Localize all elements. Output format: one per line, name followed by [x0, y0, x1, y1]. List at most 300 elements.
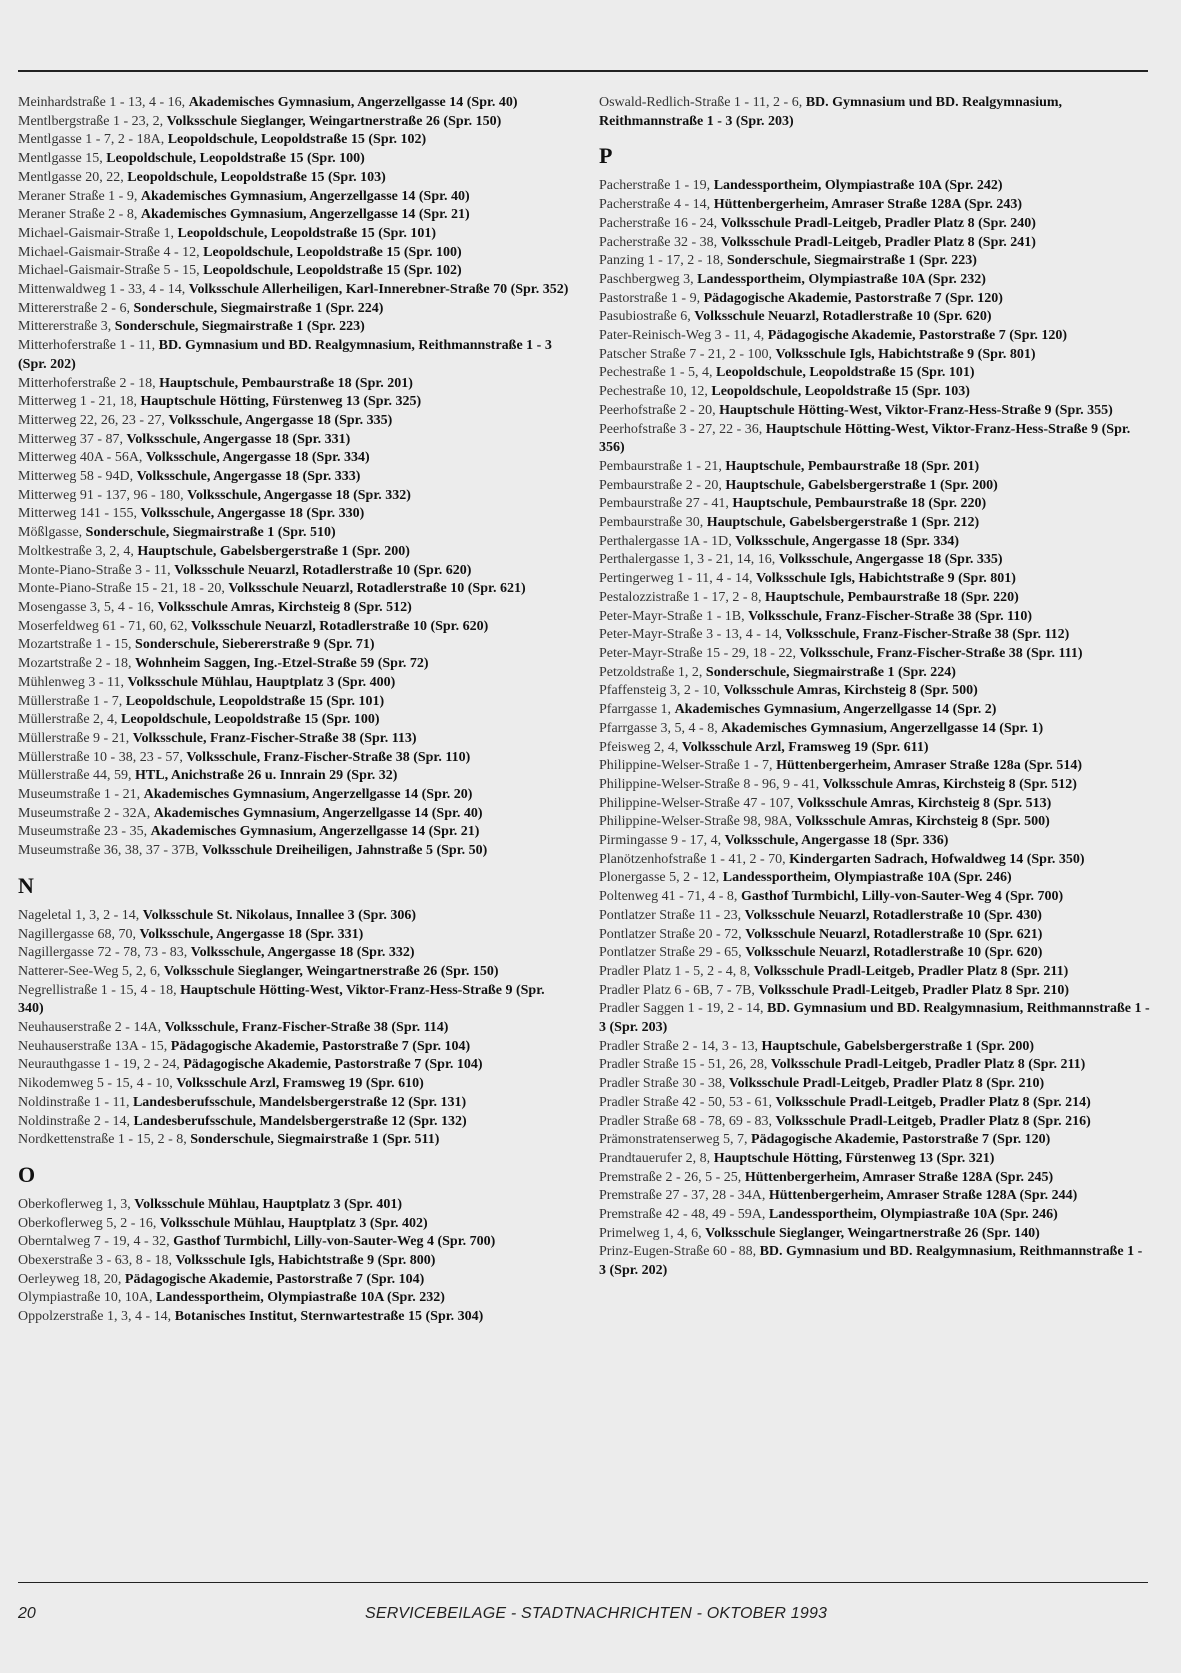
street-entry [599, 1150, 1151, 1169]
street-range: Patscher Straße 7 - 21, 2 - 100, [599, 346, 776, 362]
street-entry [18, 730, 570, 749]
school-assignment: Volksschule, Angergasse 18 (Spr. 331) [126, 431, 351, 447]
school-assignment: Akademisches Gymnasium, Angerzellgasse 14 (Spr. 1) [721, 720, 1044, 736]
school-assignment: Volksschule, Angergasse 18 (Spr. 335) [778, 552, 1003, 568]
street-entry [599, 252, 1151, 271]
section-letter: P [599, 143, 613, 169]
school-assignment: Volksschule Igls, Habichtstraße 9 (Spr. 800) [175, 1253, 436, 1269]
school-assignment: Volksschule Sieglanger, Weingartnerstraße 26 (Spr. 150) [166, 113, 502, 129]
street-range: Oswald-Redlich-Straße 1 - 11, 2 - 6, [599, 95, 806, 110]
school-assignment: Volksschule Dreiheiligen, Jahnstraße 5 (Spr. 50) [201, 843, 488, 859]
school-assignment: BD. Gymnasium und BD. Realgymnasium, Reithmannstraße 1 - 3 (Spr. 203) [599, 1001, 1150, 1036]
school-assignment: Akademisches Gymnasium, Angerzellgasse 14 (Spr. 21) [140, 207, 470, 223]
street-range: Premstraße 42 - 48, 49 - 59A, [599, 1207, 769, 1223]
street-entry [18, 1113, 570, 1132]
school-assignment: Sonderschule, Siegmairstraße 1 (Spr. 511) [190, 1132, 440, 1148]
school-assignment: Leopoldschule, Leopoldstraße 15 (Spr. 100) [121, 712, 380, 728]
street-range: Neuhauserstraße 13A - 15, [18, 1038, 171, 1054]
street-range: Müllerstraße 10 - 38, 23 - 57, [18, 749, 187, 765]
street-entry [18, 487, 570, 506]
street-range: Prinz-Eugen-Straße 60 - 88, [599, 1244, 760, 1260]
street-entry [18, 412, 570, 431]
street-entry [18, 1196, 570, 1215]
street-entry [599, 177, 1151, 196]
school-assignment: Volksschule Mühlau, Hauptplatz 3 (Spr. 402) [159, 1215, 428, 1231]
street-entry [18, 823, 570, 842]
school-assignment: Volksschule Neuarzl, Rotadlerstraße 10 (Spr. 620) [174, 562, 472, 578]
school-assignment: Volksschule, Angergasse 18 (Spr. 335) [168, 412, 393, 428]
street-range: Müllerstraße 2, 4, [18, 712, 122, 728]
street-entry [18, 926, 570, 945]
school-assignment: Pädagogische Akademie, Pastorstraße 7 (Spr. 104) [170, 1038, 471, 1054]
street-entry [599, 234, 1151, 253]
street-entry [599, 1056, 1151, 1075]
school-assignment: Sonderschule, Siegmairstraße 1 (Spr. 223) [726, 253, 977, 269]
street-entry [18, 1038, 570, 1057]
street-range: Prämonstratenserweg 5, 7, [599, 1132, 752, 1148]
street-entry [18, 281, 570, 300]
school-assignment: Akademisches Gymnasium, Angerzellgasse 14 (Spr. 2) [674, 702, 997, 718]
street-range: Oberkoflerweg 1, 3, [18, 1196, 135, 1212]
street-range: Nagillergasse 72 - 78, 73 - 83, [18, 945, 191, 961]
street-entry [18, 505, 570, 524]
street-entry [599, 383, 1151, 402]
school-assignment: Volksschule, Franz-Fischer-Straße 38 (Spr. 113) [132, 730, 417, 746]
street-range: Natterer-See-Weg 5, 2, 6, [18, 963, 164, 979]
page-number: 20 [18, 1605, 36, 1622]
street-entry [18, 468, 570, 487]
street-range: Pechestraße 1 - 5, 4, [599, 365, 717, 381]
street-range: Pontlatzer Straße 11 - 23, [599, 907, 745, 923]
street-entry [599, 458, 1151, 477]
street-entry [599, 514, 1151, 533]
school-assignment: Akademisches Gymnasium, Angerzellgasse 14 (Spr. 21) [150, 824, 480, 840]
street-range: Müllerstraße 9 - 21, [18, 730, 133, 746]
street-range: Michael-Gaismair-Straße 1, [18, 225, 178, 241]
street-entry [18, 1252, 570, 1271]
school-assignment: Landesberufsschule, Mandelsbergerstraße 12 (Spr. 132) [133, 1113, 467, 1129]
school-assignment: Pädagogische Akademie, Pastorstraße 7 (Spr. 104) [183, 1057, 483, 1073]
street-range: Nagillergasse 68, 70, [18, 926, 140, 942]
street-entry [18, 982, 570, 1019]
street-range: Pradler Saggen 1 - 19, 2 - 14, [599, 1001, 767, 1017]
street-entry [18, 842, 570, 861]
street-range: Mozartstraße 1 - 15, [18, 637, 136, 653]
street-range: Moltkestraße 3, 2, 4, [18, 543, 138, 559]
street-entry [599, 271, 1151, 290]
street-range: Paschbergweg 3, [599, 271, 698, 287]
school-assignment: Landessportheim, Olympiastraße 10A (Spr. 246) [768, 1207, 1058, 1223]
street-range: Museumstraße 2 - 32A, [18, 805, 154, 821]
street-entry [18, 337, 570, 374]
street-range: Pirmingasse 9 - 17, 4, [599, 833, 725, 849]
street-entry [18, 1233, 570, 1252]
school-assignment: Volksschule, Franz-Fischer-Straße 38 (Spr. 110) [186, 749, 471, 765]
street-range: Mitterweg 40A - 56A, [18, 450, 146, 466]
street-entry [18, 907, 570, 926]
school-assignment: Volksschule Neuarzl, Rotadlerstraße 10 (Spr. 620) [694, 309, 992, 325]
street-entry [599, 402, 1151, 421]
street-entry [18, 655, 570, 674]
street-entry [599, 196, 1151, 215]
school-assignment: Volksschule Allerheiligen, Karl-Innerebner-Straße 70 (Spr. 352) [188, 282, 569, 298]
street-range: Noldinstraße 1 - 11, [18, 1094, 133, 1110]
street-entry [18, 244, 570, 263]
school-assignment: Volksschule Mühlau, Hauptplatz 3 (Spr. 400) [127, 674, 396, 690]
school-assignment: Akademisches Gymnasium, Angerzellgasse 14 (Spr. 20) [143, 787, 473, 803]
street-range: Poltenweg 41 - 71, 4 - 8, [599, 889, 741, 905]
street-entry [599, 551, 1151, 570]
school-assignment: Gasthof Turmbichl, Lilly-von-Sauter-Weg 4 (Spr. 700) [173, 1234, 496, 1250]
street-entry [599, 570, 1151, 589]
street-range: Mitterweg 141 - 155, [18, 506, 141, 522]
street-entry [599, 1000, 1151, 1037]
street-entry [599, 1113, 1151, 1132]
street-entry [599, 682, 1151, 701]
school-assignment: Volksschule Arzl, Framsweg 19 (Spr. 611) [681, 739, 929, 755]
street-range: Noldinstraße 2 - 14, [18, 1113, 134, 1129]
street-entry [18, 1056, 570, 1075]
street-range: Mosengasse 3, 5, 4 - 16, [18, 599, 158, 615]
school-assignment: Hauptschule, Pembaurstraße 18 (Spr. 201) [159, 375, 413, 391]
street-range: Pradler Straße 30 - 38, [599, 1076, 729, 1092]
school-assignment: Leopoldschule, Leopoldstraße 15 (Spr. 101) [177, 225, 437, 241]
street-entry [599, 608, 1151, 627]
street-range: Neuhauserstraße 2 - 14A, [18, 1020, 165, 1036]
street-range: Michael-Gaismair-Straße 4 - 12, [18, 244, 204, 260]
street-range: Pacherstraße 1 - 19, [599, 178, 714, 194]
school-assignment: HTL, Anichstraße 26 u. Innrain 29 (Spr. 32) [135, 768, 398, 784]
street-entry [599, 869, 1151, 888]
street-entry [599, 626, 1151, 645]
school-assignment: BD. Gymnasium und BD. Realgymnasium, Reithmannstraße 1 - 3 (Spr. 202) [599, 1244, 1143, 1279]
street-range: Mittenwaldweg 1 - 33, 4 - 14, [18, 282, 189, 298]
street-entry [18, 749, 570, 768]
street-entry [599, 1187, 1151, 1206]
street-entry [18, 131, 570, 150]
street-entry [18, 805, 570, 824]
street-range: Pfaffensteig 3, 2 - 10, [599, 683, 724, 699]
street-range: Premstraße 27 - 37, 28 - 34A, [599, 1188, 769, 1204]
street-entry [18, 150, 570, 169]
section-letter: O [18, 1161, 36, 1187]
school-assignment: Volksschule Sieglanger, Weingartnerstraße 26 (Spr. 150) [163, 963, 499, 979]
school-assignment: Sonderschule, Siegmairstraße 1 (Spr. 510) [85, 525, 336, 541]
street-range: Mitterweg 22, 26, 23 - 27, [18, 412, 169, 428]
street-entry [599, 94, 1151, 131]
street-range: Peter-Mayr-Straße 3 - 13, 4 - 14, [599, 627, 786, 643]
school-assignment: Volksschule, Angergasse 18 (Spr. 334) [145, 450, 370, 466]
street-entry [599, 720, 1151, 739]
school-assignment: Landessportheim, Olympiastraße 10A (Spr. 242) [713, 178, 1003, 194]
street-entry [18, 188, 570, 207]
street-range: Pacherstraße 32 - 38, [599, 234, 721, 250]
street-range: Pembaurstraße 30, [599, 515, 707, 531]
school-assignment: Hüttenbergerheim, Amraser Straße 128a (Spr. 514) [776, 758, 1083, 774]
street-range: Pradler Straße 2 - 14, 3 - 13, [599, 1038, 762, 1054]
street-entry [18, 693, 570, 712]
school-assignment: Leopoldschule, Leopoldstraße 15 (Spr. 100) [203, 244, 462, 260]
street-entry [599, 757, 1151, 776]
school-assignment: Sonderschule, Siebererstraße 9 (Spr. 71) [135, 637, 375, 653]
street-range: Mozartstraße 2 - 18, [18, 656, 136, 672]
street-range: Pfeisweg 2, 4, [599, 739, 682, 755]
school-assignment: Volksschule, Angergasse 18 (Spr. 333) [136, 469, 361, 485]
street-entry [599, 346, 1151, 365]
street-entry [18, 206, 570, 225]
street-range: Mitterhoferstraße 2 - 18, [18, 375, 160, 391]
street-entry [599, 1094, 1151, 1113]
school-assignment: Volksschule Arzl, Framsweg 19 (Spr. 610) [176, 1076, 424, 1092]
street-entry [18, 1271, 570, 1290]
street-entry [18, 225, 570, 244]
school-assignment: Volksschule Amras, Kirchsteig 8 (Spr. 512) [157, 599, 412, 615]
school-assignment: Hauptschule Hötting-West, Viktor-Franz-Hess-Straße 9 (Spr. 340) [18, 982, 545, 1017]
street-range: Pastorstraße 1 - 9, [599, 290, 704, 306]
school-assignment: Leopoldschule, Leopoldstraße 15 (Spr. 103) [711, 384, 970, 400]
street-range: Pfarrgasse 1, [599, 702, 675, 718]
street-entry [18, 580, 570, 599]
school-assignment: Volksschule, Franz-Fischer-Straße 38 (Spr. 112) [785, 627, 1070, 643]
street-entry [599, 982, 1151, 1001]
street-range: Pradler Straße 42 - 50, 53 - 61, [599, 1094, 776, 1110]
street-range: Negrellistraße 1 - 15, 4 - 18, [18, 982, 181, 998]
street-range: Petzoldstraße 1, 2, [599, 664, 706, 680]
street-range: Mühlenweg 3 - 11, [18, 674, 128, 690]
street-entry [18, 543, 570, 562]
street-entry [599, 701, 1151, 720]
street-entry [18, 393, 570, 412]
street-range: Pertingerweg 1 - 11, 4 - 14, [599, 571, 756, 587]
school-assignment: Sonderschule, Siegmairstraße 1 (Spr. 223) [114, 319, 365, 335]
street-range: Mitterweg 37 - 87, [18, 431, 127, 447]
school-assignment: Hauptschule Hötting-West, Viktor-Franz-Hess-Straße 9 (Spr. 355) [719, 402, 1113, 418]
street-range: Oberntalweg 7 - 19, 4 - 32, [18, 1234, 174, 1250]
street-range: Mitterweg 1 - 21, 18, [18, 394, 141, 410]
street-entry [599, 776, 1151, 795]
school-assignment: Volksschule Igls, Habichtstraße 9 (Spr. 801) [775, 346, 1036, 362]
street-entry [18, 262, 570, 281]
street-entry [599, 327, 1151, 346]
school-assignment: Gasthof Turmbichl, Lilly-von-Sauter-Weg 4 (Spr. 700) [740, 889, 1064, 905]
street-range: Peerhofstraße 3 - 27, 22 - 36, [599, 421, 766, 437]
street-entry [18, 1075, 570, 1094]
school-assignment: Volksschule Amras, Kirchsteig 8 (Spr. 500) [723, 683, 978, 699]
street-range: Mittererstraße 3, [18, 319, 115, 335]
street-range: Michael-Gaismair-Straße 5 - 15, [18, 263, 204, 279]
school-assignment: Volksschule Neuarzl, Rotadlerstraße 10 (Spr. 430) [744, 907, 1042, 923]
street-range: Museumstraße 1 - 21, [18, 787, 144, 803]
street-entry [599, 215, 1151, 234]
street-entry [18, 1094, 570, 1113]
school-assignment: Volksschule Amras, Kirchsteig 8 (Spr. 513) [797, 795, 1052, 811]
school-assignment: Akademisches Gymnasium, Angerzellgasse 14 (Spr. 40) [188, 95, 518, 110]
school-assignment: Leopoldschule, Leopoldstraße 15 (Spr. 102) [203, 263, 462, 279]
right-column [599, 94, 1151, 1281]
school-assignment: Hauptschule Hötting-West, Viktor-Franz-Hess-Straße 9 (Spr. 356) [599, 421, 1131, 456]
school-assignment: Leopoldschule, Leopoldstraße 15 (Spr. 103) [127, 169, 386, 185]
street-entry [18, 300, 570, 319]
street-range: Philippine-Welser-Straße 8 - 96, 9 - 41, [599, 776, 823, 792]
street-range: Mitterhoferstraße 1 - 11, [18, 338, 159, 354]
street-range: Pradler Straße 68 - 78, 69 - 83, [599, 1113, 776, 1129]
school-assignment: Volksschule Pradl-Leitgeb, Pradler Platz 8 (Spr. 214) [775, 1094, 1091, 1110]
street-entry [599, 477, 1151, 496]
school-assignment: Volksschule Pradl-Leitgeb, Pradler Platz 8 (Spr. 210) [728, 1076, 1045, 1092]
school-assignment: Leopoldschule, Leopoldstraße 15 (Spr. 101) [125, 693, 385, 709]
street-range: Pasubiostraße 6, [599, 309, 695, 325]
street-entry [18, 711, 570, 730]
school-assignment: Sonderschule, Siegmairstraße 1 (Spr. 224) [705, 664, 956, 680]
school-assignment: Pädagogische Akademie, Pastorstraße 7 (Spr. 120) [767, 328, 1068, 344]
street-range: Pontlatzer Straße 29 - 65, [599, 945, 746, 961]
street-entry [18, 431, 570, 450]
street-entry [599, 907, 1151, 926]
school-assignment: Leopoldschule, Leopoldstraße 15 (Spr. 100) [106, 151, 365, 167]
street-range: Peter-Mayr-Straße 15 - 29, 18 - 22, [599, 645, 800, 661]
street-entry [599, 1131, 1151, 1150]
school-assignment: Hauptschule, Gabelsbergerstraße 1 (Spr. 212) [706, 515, 980, 531]
street-range: Mentlbergstraße 1 - 23, 2, [18, 113, 167, 129]
section-letter: N [18, 872, 34, 898]
street-entry [18, 599, 570, 618]
street-entry [18, 375, 570, 394]
school-assignment: Hauptschule, Gabelsbergerstraße 1 (Spr. 200) [137, 543, 410, 559]
school-assignment: Volksschule, Angergasse 18 (Spr. 332) [187, 487, 411, 503]
street-range: Planötzenhofstraße 1 - 41, 2 - 70, [599, 851, 790, 867]
school-assignment: Volksschule Pradl-Leitgeb, Pradler Platz 8 Spr. 210) [758, 982, 1070, 998]
school-assignment: Pädagogische Akademie, Pastorstraße 7 (Spr. 120) [751, 1132, 1051, 1148]
street-range: Pontlatzer Straße 20 - 72, [599, 926, 746, 942]
street-range: Museumstraße 36, 38, 37 - 37B, [18, 843, 202, 859]
street-range: Pradler Platz 1 - 5, 2 - 4, 8, [599, 963, 754, 979]
street-range: Oerleyweg 18, 20, [18, 1271, 125, 1287]
street-entry [18, 786, 570, 805]
street-entry [599, 1243, 1151, 1280]
school-assignment: BD. Gymnasium und BD. Realgymnasium, Reithmannstraße 1 - 3 (Spr. 203) [599, 95, 1063, 129]
street-entry [599, 308, 1151, 327]
street-range: Perthalergasse 1A - 1D, [599, 533, 736, 549]
street-range: Prandtauerufer 2, 8, [599, 1150, 714, 1166]
street-range: Oppolzerstraße 1, 3, 4 - 14, [18, 1309, 175, 1325]
street-range: Pater-Reinisch-Weg 3 - 11, 4, [599, 328, 768, 344]
street-range: Obexerstraße 3 - 63, 8 - 18, [18, 1253, 176, 1269]
school-assignment: Volksschule Neuarzl, Rotadlerstraße 10 (Spr. 621) [228, 581, 526, 597]
street-range: Pradler Straße 15 - 51, 26, 28, [599, 1057, 771, 1073]
street-range: Olympiastraße 10, 10A, [18, 1290, 157, 1306]
street-entry [599, 290, 1151, 309]
school-assignment: Volksschule Igls, Habichtstraße 9 (Spr. 801) [755, 571, 1016, 587]
school-assignment: Landesberufsschule, Mandelsbergerstraße 12 (Spr. 131) [132, 1094, 467, 1110]
bottom-rule [18, 1582, 1148, 1583]
school-assignment: Volksschule Pradl-Leitgeb, Pradler Platz 8 (Spr. 211) [753, 963, 1069, 979]
street-entry [599, 364, 1151, 383]
street-entry [599, 1075, 1151, 1094]
school-assignment: Hauptschule, Gabelsbergerstraße 1 (Spr. 200) [761, 1038, 1035, 1054]
street-entry [599, 926, 1151, 945]
street-entry [599, 421, 1151, 458]
school-assignment: Hauptschule, Pembaurstraße 18 (Spr. 220) [765, 589, 1019, 605]
street-entry [599, 944, 1151, 963]
street-entry [18, 318, 570, 337]
school-assignment: Landessportheim, Olympiastraße 10A (Spr. 232) [697, 271, 986, 287]
school-assignment: Volksschule, Angergasse 18 (Spr. 330) [140, 506, 365, 522]
street-range: Mitterweg 91 - 137, 96 - 180, [18, 487, 188, 503]
school-assignment: Volksschule Amras, Kirchsteig 8 (Spr. 512) [822, 776, 1077, 792]
school-assignment: Landessportheim, Olympiastraße 10A (Spr. 246) [722, 870, 1012, 886]
street-range: Meraner Straße 1 - 9, [18, 188, 141, 204]
street-range: Perthalergasse 1, 3 - 21, 14, 16, [599, 552, 779, 568]
street-range: Mößlgasse, [18, 525, 86, 541]
school-assignment: Wohnheim Saggen, Ing.-Etzel-Straße 59 (Spr. 72) [135, 656, 429, 672]
school-assignment: Volksschule, Angergasse 18 (Spr. 332) [190, 945, 415, 961]
street-range: Pfarrgasse 3, 5, 4 - 8, [599, 720, 722, 736]
street-range: Pembaurstraße 27 - 41, [599, 496, 733, 512]
street-range: Nordkettenstraße 1 - 15, 2 - 8, [18, 1132, 191, 1148]
school-assignment: Volksschule, Angergasse 18 (Spr. 331) [139, 926, 364, 942]
street-entry [599, 739, 1151, 758]
street-range: Müllerstraße 1 - 7, [18, 693, 126, 709]
street-range: Nageletal 1, 3, 2 - 14, [18, 907, 143, 923]
street-entry [18, 618, 570, 637]
school-assignment: Volksschule Pradl-Leitgeb, Pradler Platz 8 (Spr. 216) [775, 1113, 1091, 1129]
left-column [18, 94, 570, 1327]
school-assignment: Botanisches Institut, Sternwartestraße 15 (Spr. 304) [174, 1309, 484, 1325]
street-entry [599, 1206, 1151, 1225]
street-range: Premstraße 2 - 26, 5 - 25, [599, 1169, 745, 1185]
street-range: Pechestraße 10, 12, [599, 384, 712, 400]
school-assignment: Hauptschule, Pembaurstraße 18 (Spr. 201) [725, 458, 980, 474]
street-range: Peerhofstraße 2 - 20, [599, 402, 720, 418]
street-entry [599, 1038, 1151, 1057]
street-entry [18, 449, 570, 468]
street-range: Plonergasse 5, 2 - 12, [599, 870, 723, 886]
school-assignment: Volksschule, Angergasse 18 (Spr. 336) [724, 833, 949, 849]
school-assignment: Volksschule, Franz-Fischer-Straße 38 (Spr. 111) [799, 645, 1083, 661]
street-range: Meraner Straße 2 - 8, [18, 207, 141, 223]
school-assignment: Pädagogische Akademie, Pastorstraße 7 (Spr. 104) [124, 1271, 425, 1287]
school-assignment: Volksschule Pradl-Leitgeb, Pradler Platz 8 (Spr. 240) [720, 215, 1036, 231]
street-entry [599, 589, 1151, 608]
street-entry [18, 1289, 570, 1308]
street-range: Monte-Piano-Straße 15 - 21, 18 - 20, [18, 581, 229, 597]
street-range: Monte-Piano-Straße 3 - 11, [18, 562, 175, 578]
street-entry [18, 1215, 570, 1234]
street-entry [599, 813, 1151, 832]
school-assignment: Hüttenbergerheim, Amraser Straße 128A (Spr. 245) [744, 1169, 1054, 1185]
street-range: Müllerstraße 44, 59, [18, 768, 136, 784]
street-range: Mitterweg 58 - 94D, [18, 469, 137, 485]
school-assignment: Volksschule, Angergasse 18 (Spr. 334) [735, 533, 959, 549]
street-range: Peter-Mayr-Straße 1 - 1B, [599, 608, 749, 624]
street-range: Pacherstraße 4 - 14, [599, 197, 714, 213]
street-range: Mentlgasse 15, [18, 151, 107, 167]
school-assignment: Pädagogische Akademie, Pastorstraße 7 (Spr. 120) [703, 290, 1003, 306]
school-assignment: Hauptschule Hötting, Fürstenweg 13 (Spr. 321) [713, 1150, 995, 1166]
street-entry [18, 767, 570, 786]
street-range: Neurauthgasse 1 - 19, 2 - 24, [18, 1057, 184, 1073]
street-entry [18, 636, 570, 655]
school-assignment: Hüttenbergerheim, Amraser Straße 128A (Spr. 243) [713, 197, 1023, 213]
street-entry [18, 113, 570, 132]
school-assignment: Volksschule Mühlau, Hauptplatz 3 (Spr. 401) [134, 1196, 402, 1212]
street-range: Pacherstraße 16 - 24, [599, 215, 721, 231]
school-assignment: Volksschule, Franz-Fischer-Straße 38 (Spr. 114) [164, 1020, 449, 1036]
school-assignment: Leopoldschule, Leopoldstraße 15 (Spr. 101) [716, 365, 975, 381]
street-range: Philippine-Welser-Straße 98, 98A, [599, 814, 796, 830]
street-range: Oberkoflerweg 5, 2 - 16, [18, 1215, 160, 1231]
school-assignment: BD. Gymnasium und BD. Realgymnasium, Reithmannstraße 1 - 3 (Spr. 202) [18, 338, 552, 372]
